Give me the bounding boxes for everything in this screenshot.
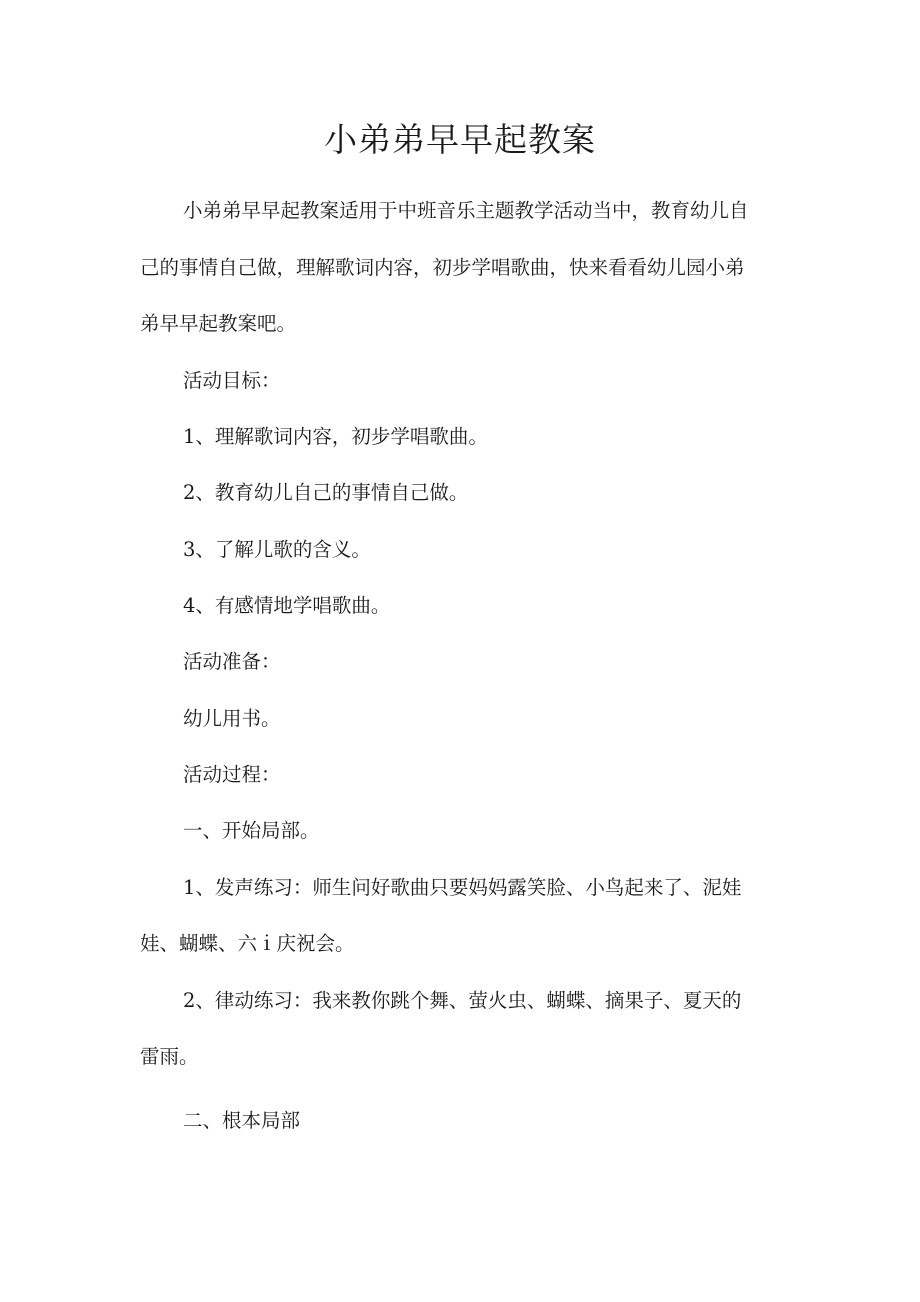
process-step-2-line-1: 2、律动练习：我来教你跳个舞、萤火虫、蝴蝶、摘果子、夏天的 <box>183 989 742 1012</box>
section-heading-preparation: 活动准备： <box>183 650 281 673</box>
process-part-2-heading: 二、根本局部 <box>183 1109 301 1132</box>
process-step-2-line-2: 雷雨。 <box>140 1045 199 1068</box>
preparation-item: 幼儿用书。 <box>183 707 281 730</box>
goal-item-2: 2、教育幼儿自己的事情自己做。 <box>183 481 469 504</box>
intro-line-1: 小弟弟早早起教案适用于中班音乐主题教学活动当中，教育幼儿自 <box>183 199 749 222</box>
section-heading-process: 活动过程： <box>183 763 281 786</box>
document-title: 小弟弟早早起教案 <box>324 120 596 159</box>
process-part-1-heading: 一、开始局部。 <box>183 819 320 842</box>
goal-item-3: 3、了解儿歌的含义。 <box>183 538 371 561</box>
process-step-1-line-1: 1、发声练习：师生问好歌曲只要妈妈露笑脸、小鸟起来了、泥娃 <box>183 876 742 899</box>
intro-line-3: 弟早早起教案吧。 <box>140 312 297 335</box>
section-heading-goals: 活动目标： <box>183 369 281 392</box>
goal-item-1: 1、理解歌词内容，初步学唱歌曲。 <box>183 425 488 448</box>
goal-item-4: 4、有感情地学唱歌曲。 <box>183 594 391 617</box>
intro-line-2: 己的事情自己做，理解歌词内容，初步学唱歌曲，快来看看幼儿园小弟 <box>140 256 745 279</box>
process-step-1-line-2: 娃、蝴蝶、六ｉ庆祝会。 <box>140 932 355 955</box>
